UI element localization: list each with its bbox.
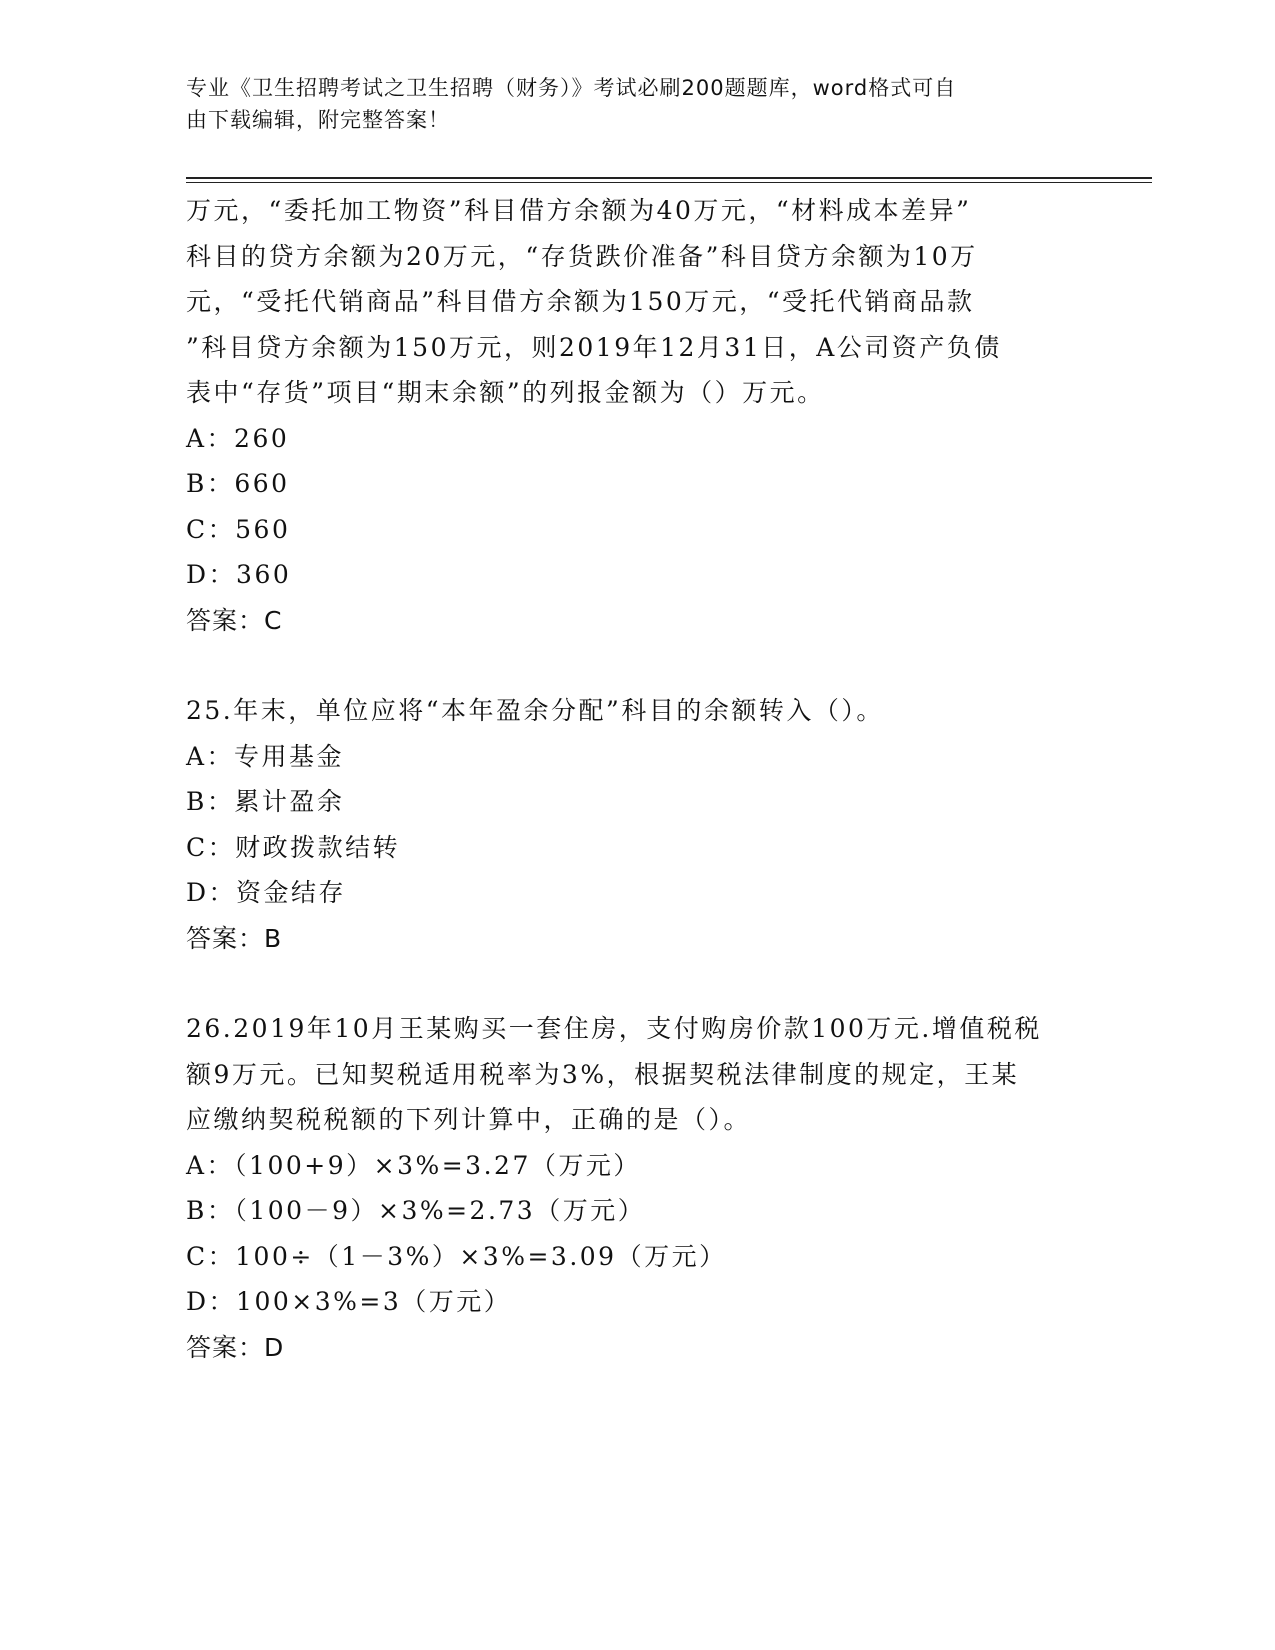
stem-line: 额9万元。已知契税适用税率为3%，根据契税法律制度的规定，王某 bbox=[186, 1059, 1020, 1089]
stem-line: 科目的贷方余额为20万元，“存货跌价准备”科目贷方余额为10万 bbox=[186, 241, 978, 271]
stem-line: 万元，“委托加工物资”科目借方余额为40万元，“材料成本差异” bbox=[186, 196, 972, 225]
stem-line: 应缴纳契税税额的下列计算中，正确的是（）。 bbox=[186, 1105, 752, 1134]
option-b: B：（100－9）×3%=2.73（万元） bbox=[186, 1196, 646, 1225]
option-a: A：（100+9）×3%=3.27（万元） bbox=[186, 1150, 641, 1180]
stem-line: 表中“存货”项目“期末余额”的列报金额为（）万元。 bbox=[186, 378, 825, 407]
header-divider-thin bbox=[186, 182, 1152, 183]
question-stem bbox=[186, 1006, 1086, 1143]
option-d: D：资金结存 bbox=[186, 878, 347, 907]
spacer bbox=[186, 643, 1086, 688]
option-b: B：660 bbox=[186, 469, 290, 498]
question-stem: 25.年末，单位应将“本年盈余分配”科目的余额转入（）。 bbox=[186, 696, 884, 725]
stem-line: 26.2019年10月王某购买一套住房，支付购房价款100万元.增值税税 bbox=[186, 1014, 1042, 1043]
document-body bbox=[186, 188, 1086, 1370]
spacer bbox=[186, 961, 1086, 1006]
header-line-1: 专业《卫生招聘考试之卫生招聘（财务）》考试必刷200题题库，word格式可自 bbox=[186, 76, 957, 100]
stem-line: ”科目贷方余额为150万元，则2019年12月31日，A公司资产负债 bbox=[186, 332, 1002, 362]
question-26 bbox=[186, 1006, 1086, 1370]
option-c: C：100÷（1－3%）×3%=3.09（万元） bbox=[186, 1241, 727, 1271]
option-d: D：360 bbox=[186, 560, 292, 589]
question-24 bbox=[186, 188, 1086, 643]
option-a: A：专用基金 bbox=[186, 741, 345, 771]
question-25 bbox=[186, 688, 1086, 961]
question-stem bbox=[186, 188, 1086, 416]
option-c: C：560 bbox=[186, 514, 291, 544]
answer-label: 答案：B bbox=[186, 923, 283, 953]
answer-label: 答案：D bbox=[186, 1332, 285, 1362]
header-line-2: 由下载编辑，附完整答案！ bbox=[186, 108, 450, 132]
option-d: D：100×3%=3（万元） bbox=[186, 1287, 512, 1316]
stem-line: 元，“受托代销商品”科目借方余额为150万元，“受托代销商品款 bbox=[186, 287, 975, 316]
option-b: B：累计盈余 bbox=[186, 787, 345, 816]
answer-label: 答案：C bbox=[186, 605, 283, 635]
option-c: C：财政拨款结转 bbox=[186, 832, 401, 862]
option-a: A：260 bbox=[186, 423, 290, 453]
document-header bbox=[186, 72, 1066, 136]
header-divider-thick bbox=[186, 177, 1152, 179]
